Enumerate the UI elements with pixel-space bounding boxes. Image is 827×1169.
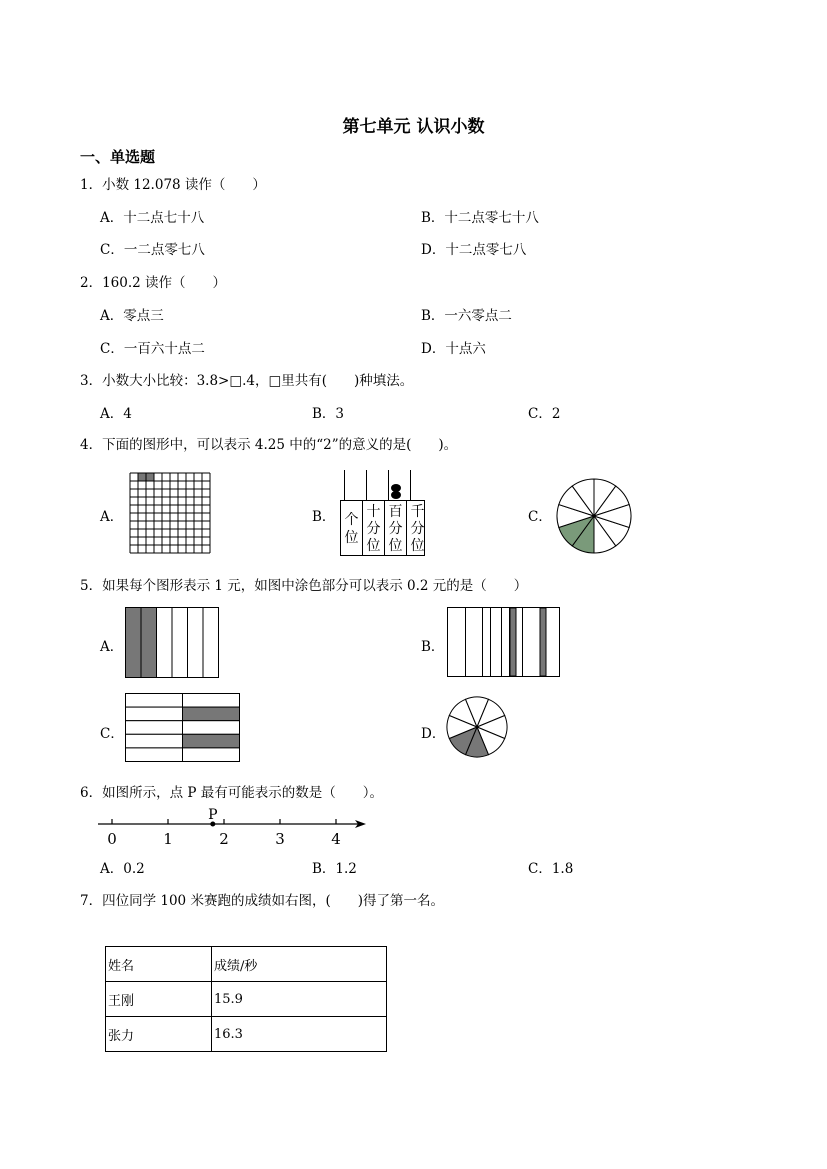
q3-option-a[interactable]: A．4	[100, 406, 132, 422]
point-p-label: P	[208, 807, 218, 823]
question-3-stem: 3．小数大小比较：3.8>□.4，□里共有( )种填法。	[80, 373, 414, 389]
q6-option-a[interactable]: A．0.2	[100, 861, 145, 877]
abacus-label-thousandths-2: 分	[410, 521, 425, 537]
grid-cell	[126, 721, 183, 735]
strip	[188, 608, 204, 678]
table-row	[106, 1017, 387, 1052]
grid-shaded-cell	[146, 473, 154, 481]
q5-option-a[interactable]: A．	[100, 639, 124, 655]
strip-shaded	[540, 608, 546, 676]
q6-option-c[interactable]: C．1.8	[528, 861, 574, 877]
page-title: 第七单元 认识小数	[342, 117, 485, 137]
q2-option-c[interactable]: C．一百六十点二	[100, 341, 205, 357]
q5-option-c[interactable]: C．	[100, 726, 124, 742]
abacus-figure	[336, 468, 428, 558]
q1-option-a[interactable]: A．十二点七十八	[100, 210, 205, 226]
grid-cell	[183, 748, 240, 762]
q1-option-b[interactable]: B．十二点零七十八	[421, 210, 539, 226]
q4-option-c[interactable]: C．	[528, 509, 552, 525]
q4-option-a[interactable]: A．	[100, 509, 124, 525]
abacus-label-thousandths-3: 位	[410, 538, 425, 554]
q2-option-b[interactable]: B．一六零点二	[421, 308, 512, 324]
pie-eight	[447, 697, 507, 757]
q5-option-d[interactable]: D．	[421, 726, 446, 742]
strips-six	[126, 608, 219, 678]
axis-tick-label: 0	[107, 830, 117, 848]
grid-cell	[126, 707, 183, 721]
table-cell-score: 15.9	[212, 982, 387, 1017]
abacus-label-tenths-1: 十	[366, 504, 381, 520]
strips-ten-figure	[446, 606, 562, 680]
q2-option-d[interactable]: D．十点六	[421, 341, 486, 357]
table-header-row	[106, 947, 387, 982]
strip-shaded	[510, 608, 516, 676]
strip	[141, 608, 157, 678]
abacus-label-thousandths-1: 千	[410, 504, 425, 520]
number-line-body	[98, 807, 366, 848]
abacus-label-hundredths-2: 分	[388, 521, 403, 537]
table-header-name: 姓名	[106, 947, 212, 982]
abacus-bead	[391, 491, 401, 499]
grid-cell	[183, 734, 240, 748]
strip	[157, 608, 173, 678]
hundred-grid-figure	[129, 472, 211, 554]
axis-tick-label: 1	[163, 830, 173, 848]
q4-option-b[interactable]: B．	[312, 509, 336, 525]
grid-cell	[126, 694, 183, 708]
table-grid-figure	[124, 692, 242, 764]
strips-six-figure	[124, 606, 220, 680]
score-table	[105, 946, 387, 1052]
hundred-grid	[130, 473, 210, 553]
axis-tick-label: 3	[275, 830, 285, 848]
number-line	[96, 806, 372, 848]
strip	[172, 608, 188, 678]
section-heading: 一、单选题	[80, 148, 156, 166]
abacus-label-hundredths-3: 位	[388, 538, 403, 554]
grid-cell	[183, 707, 240, 721]
table-cell-score: 16.3	[212, 1017, 387, 1052]
table-cell-name: 王刚	[106, 982, 212, 1017]
question-2-stem: 2．160.2 读作（ ）	[80, 275, 227, 291]
grid-cell	[183, 721, 240, 735]
question-6-stem: 6．如图所示，点 P 最有可能表示的数是（ ）。	[80, 785, 384, 801]
table-cell-name: 张力	[106, 1017, 212, 1052]
grid-cell	[126, 734, 183, 748]
abacus-label-tenths-3: 位	[366, 538, 381, 554]
question-4-stem: 4．下面的图形中，可以表示 4.25 中的“2”的意义的是( )。	[80, 437, 458, 453]
abacus-label-hundredths-1: 百	[388, 504, 403, 520]
q3-option-c[interactable]: C．2	[528, 406, 561, 422]
abacus-label-ones-1: 个	[344, 512, 359, 528]
table-grid	[126, 694, 240, 762]
pie-eight-figure	[446, 696, 510, 760]
abacus-label-ones-2: 位	[344, 530, 359, 546]
q2-option-a[interactable]: A．零点三	[100, 308, 164, 324]
grid-cell	[126, 748, 183, 762]
question-1-stem: 1．小数 12.078 读作（ ）	[80, 177, 266, 193]
question-5-stem: 5．如果每个图形表示 1 元，如图中涂色部分可以表示 0.2 元的是（ ）	[80, 578, 528, 594]
grid-shaded-cell	[138, 473, 146, 481]
table-header-score: 成绩/秒	[212, 947, 387, 982]
question-7-stem: 7．四位同学 100 米赛跑的成绩如右图，( )得了第一名。	[80, 893, 444, 909]
strip	[203, 608, 219, 678]
table-row	[106, 982, 387, 1017]
pie-ten-figure	[556, 478, 636, 558]
q6-option-b[interactable]: B．1.2	[312, 861, 357, 877]
q1-option-d[interactable]: D．十二点零七八	[421, 242, 527, 258]
grid-cell	[183, 694, 240, 708]
q5-option-b[interactable]: B．	[421, 639, 445, 655]
abacus-label-tenths-2: 分	[366, 521, 381, 537]
pie-ten	[557, 479, 631, 553]
q3-option-b[interactable]: B．3	[312, 406, 345, 422]
strip	[126, 608, 142, 678]
axis-tick-label: 2	[219, 830, 229, 848]
abacus-bead	[391, 484, 401, 492]
axis-tick-label: 4	[331, 830, 341, 848]
q1-option-c[interactable]: C．一二点零七八	[100, 242, 205, 258]
